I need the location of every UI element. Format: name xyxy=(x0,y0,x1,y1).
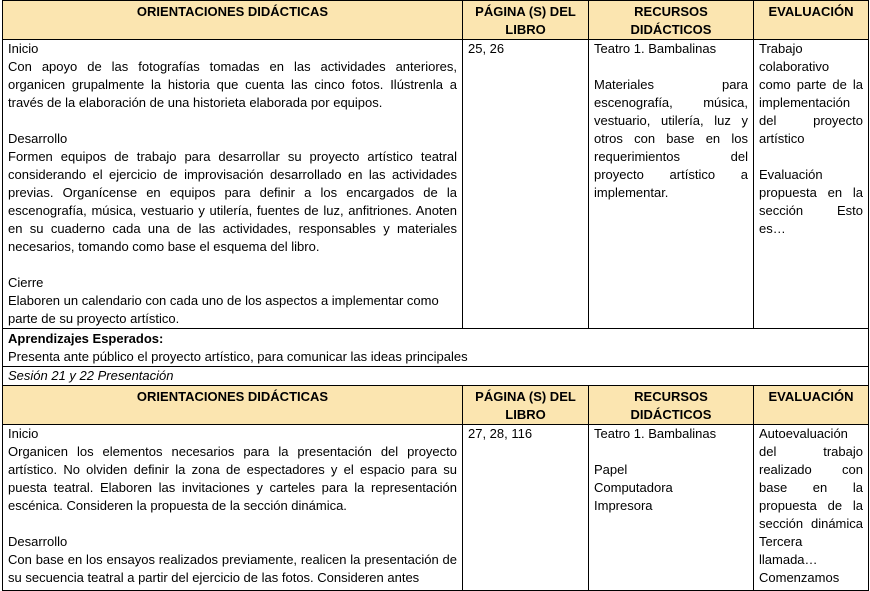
header-pagina-2-line1: PÁGINA (S) DEL xyxy=(475,389,576,404)
desarrollo-text: Formen equipos de trabajo para desarrollar su proyecto artístico teatral considerando el ejercicio de improvisación desarrollado en las actividades previas. Organícense en equipos para definir a los encargados de la escenografía, música, vestuario y utilería, fuentes de luz, anfitriones. Anoten en su cuaderno cada una de las actividades, responsables y materiales necesarios, tomando como base el esquema del libro. xyxy=(8,149,457,254)
paginas-cell-2: 27, 28, 116 xyxy=(463,425,589,591)
header-pagina-2-line2: LIBRO xyxy=(505,407,546,422)
content-row xyxy=(3,40,869,329)
header-pagina xyxy=(463,1,589,40)
cierre-label: Cierre xyxy=(8,275,44,290)
inicio-label: Inicio xyxy=(8,41,39,56)
evaluacion-text-2: Evaluación propuesta en la sección Esto es… xyxy=(759,167,863,236)
session-label: Sesión 21 y 22 Presentación xyxy=(3,367,869,386)
recursos-title-2: Teatro 1. Bambalinas xyxy=(594,426,717,441)
header-pagina-2 xyxy=(463,386,589,425)
recursos-cell-2 xyxy=(589,425,754,591)
header-row-2 xyxy=(3,386,869,425)
evaluacion-cell-2: Autoevaluación del trabajo realizado con base en la propuesta de la sección dinámica Tercera llamada… Comenzamos xyxy=(754,425,869,591)
orientaciones-cell xyxy=(3,40,463,329)
desarrollo-text-2: Con base en los ensayos realizados previamente, realicen la presentación de su secuencia teatral a partir del ejercicio de las fotos. Consideren antes xyxy=(8,552,457,585)
session-row xyxy=(3,367,869,386)
evaluacion-text-1: Trabajo colaborativo como parte de la implementación del proyecto artístico xyxy=(759,41,863,146)
recursos-title: Teatro 1. Bambalinas xyxy=(594,41,717,56)
header-evaluacion: EVALUACIÓN xyxy=(754,1,869,40)
header-recursos: RECURSOS DIDÁCTICOS xyxy=(589,1,754,40)
header-row xyxy=(3,1,869,40)
recursos-item: Computadora xyxy=(594,480,673,495)
desarrollo-label-2: Desarrollo xyxy=(8,534,68,549)
inicio-label-2: Inicio xyxy=(8,426,39,441)
recursos-cell xyxy=(589,40,754,329)
header-orientaciones: ORIENTACIONES DIDÁCTICAS xyxy=(3,1,463,40)
aprendizajes-label: Aprendizajes Esperados: xyxy=(8,331,164,346)
content-row-2 xyxy=(3,425,869,591)
recursos-item: Impresora xyxy=(594,498,653,513)
inicio-text: Con apoyo de las fotografías tomadas en las actividades anteriores, organicen grupalmente la historia que cuenta las cinco fotos. Ilústrenla a través de la elaboración de una historieta elaborada por equipos. xyxy=(8,59,457,110)
inicio-text-2: Organicen los elementos necesarios para la presentación del proyecto artístico. No olviden definir la zona de espectadores y el espacio para su puesta teatral. Elaboren las invitaciones y carteles para la representación escénica. Consideren la propuesta de la sección dinámica. xyxy=(8,444,457,513)
planning-document xyxy=(2,0,868,591)
recursos-item: Papel xyxy=(594,462,628,477)
aprendizajes-text: Presenta ante público el proyecto artístico, para comunicar las ideas principales xyxy=(8,349,468,364)
aprendizajes-row xyxy=(3,329,869,367)
header-recursos-2: RECURSOS DIDÁCTICOS xyxy=(589,386,754,425)
cierre-text: Elaboren un calendario con cada uno de los aspectos a implementar como parte de su proyecto artístico. xyxy=(8,293,439,326)
header-orientaciones-2: ORIENTACIONES DIDÁCTICAS xyxy=(3,386,463,425)
evaluacion-cell xyxy=(754,40,869,329)
orientaciones-cell-2 xyxy=(3,425,463,591)
paginas-cell: 25, 26 xyxy=(463,40,589,329)
header-pagina-line1: PÁGINA (S) DEL xyxy=(475,4,576,19)
header-evaluacion-2: EVALUACIÓN xyxy=(754,386,869,425)
header-pagina-line2: LIBRO xyxy=(505,22,546,37)
aprendizajes-cell xyxy=(3,329,869,367)
planning-table xyxy=(2,0,869,591)
recursos-text: Materiales para escenografía, música, vestuario, utilería, luz y otros con base en los requerimientos del proyecto artístico a implementar. xyxy=(594,77,748,200)
desarrollo-label: Desarrollo xyxy=(8,131,68,146)
